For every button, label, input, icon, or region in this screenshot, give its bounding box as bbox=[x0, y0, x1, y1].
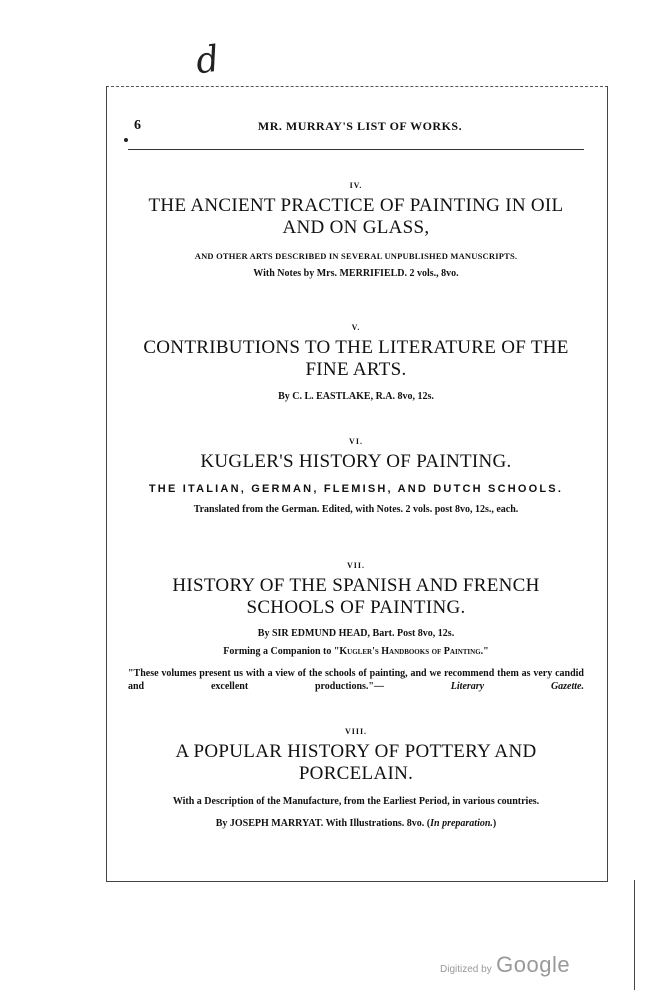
frame-top-border bbox=[106, 86, 608, 87]
page-number: 6 bbox=[134, 118, 141, 133]
digitized-watermark bbox=[440, 952, 570, 978]
entry-numeral: VII. bbox=[346, 561, 365, 570]
entry-title: KUGLER'S HISTORY OF PAINTING. bbox=[200, 451, 512, 472]
entry-numeral: VI. bbox=[349, 437, 363, 446]
entry-numeral: V. bbox=[351, 323, 361, 332]
entry-meta: Translated from the German. Edited, with Notes. 2 vols. post 8vo, 12s., each. bbox=[193, 504, 519, 515]
entry-subtitle: THE ITALIAN, GERMAN, FLEMISH, AND DUTCH SCHOOLS. bbox=[148, 483, 564, 495]
entry-title bbox=[128, 575, 584, 619]
entry-title-line: A POPULAR HISTORY OF POTTERY AND bbox=[175, 741, 537, 762]
entry-v bbox=[128, 322, 584, 404]
entry-companion-note bbox=[128, 645, 584, 659]
entry-subtitle: AND OTHER ARTS DESCRIBED IN SEVERAL UNPUBLISHED MANUSCRIPTS. bbox=[194, 251, 518, 261]
entry-numeral: VIII. bbox=[344, 727, 368, 736]
companion-title: Kugler's Handbooks of Painting bbox=[339, 646, 481, 657]
watermark-prefix: Digitized by bbox=[440, 964, 492, 975]
google-logo: Google bbox=[496, 952, 571, 977]
page-edge-line bbox=[634, 880, 635, 990]
quote-source: Literary Gazette. bbox=[450, 681, 584, 692]
entry-meta: With a Description of the Manufacture, from the Earliest Period, in various countries. bbox=[172, 796, 540, 807]
entry-title-line: THE ANCIENT PRACTICE OF PAINTING IN OIL bbox=[148, 195, 564, 216]
entry-title bbox=[128, 195, 584, 239]
entry-vi bbox=[128, 436, 584, 517]
entry-title-line: SCHOOLS OF PAINTING. bbox=[246, 597, 466, 618]
frame-left-border bbox=[106, 86, 107, 882]
entry-title-line: AND ON GLASS, bbox=[282, 217, 430, 238]
entry-meta: By C. L. EASTLAKE, R.A. 8vo, 12s. bbox=[278, 391, 434, 402]
ink-dot bbox=[124, 138, 128, 142]
companion-prefix: Forming a Companion to " bbox=[223, 646, 340, 657]
entry-title-line: HISTORY OF THE SPANISH AND FRENCH bbox=[172, 575, 540, 596]
entry-title bbox=[128, 741, 584, 785]
entry-meta-secondary bbox=[128, 817, 584, 831]
header-rule bbox=[128, 149, 584, 150]
companion-suffix: ." bbox=[480, 646, 489, 657]
meta-close: ) bbox=[492, 818, 497, 829]
entry-meta: With Notes by Mrs. MERRIFIELD. 2 vols., 8vo. bbox=[253, 268, 459, 279]
entry-title-line: FINE ARTS. bbox=[305, 359, 407, 380]
running-head: MR. MURRAY'S LIST OF WORKS. bbox=[257, 119, 463, 133]
entry-vii bbox=[128, 560, 584, 693]
entry-title-line: PORCELAIN. bbox=[298, 763, 414, 784]
meta-author: By JOSEPH MARRYAT. With Illustrations. 8vo. ( bbox=[215, 818, 431, 829]
frame-bottom-border bbox=[106, 881, 608, 882]
entry-review-quote bbox=[128, 667, 584, 693]
entry-title-line: CONTRIBUTIONS TO THE LITERATURE OF THE bbox=[143, 337, 569, 358]
entry-viii bbox=[128, 726, 584, 831]
entry-title bbox=[128, 337, 584, 381]
quote-text: "These volumes present us with a view of the schools of painting, and we recommend them as very candid and excellent productions."— bbox=[128, 668, 584, 692]
entry-numeral: IV. bbox=[349, 181, 363, 190]
entry-meta: By SIR EDMUND HEAD, Bart. Post 8vo, 12s. bbox=[257, 628, 455, 639]
handwritten-mark: d bbox=[193, 38, 222, 83]
entry-iv bbox=[128, 180, 584, 281]
meta-status: In preparation. bbox=[430, 818, 493, 829]
frame-right-border bbox=[607, 86, 608, 882]
